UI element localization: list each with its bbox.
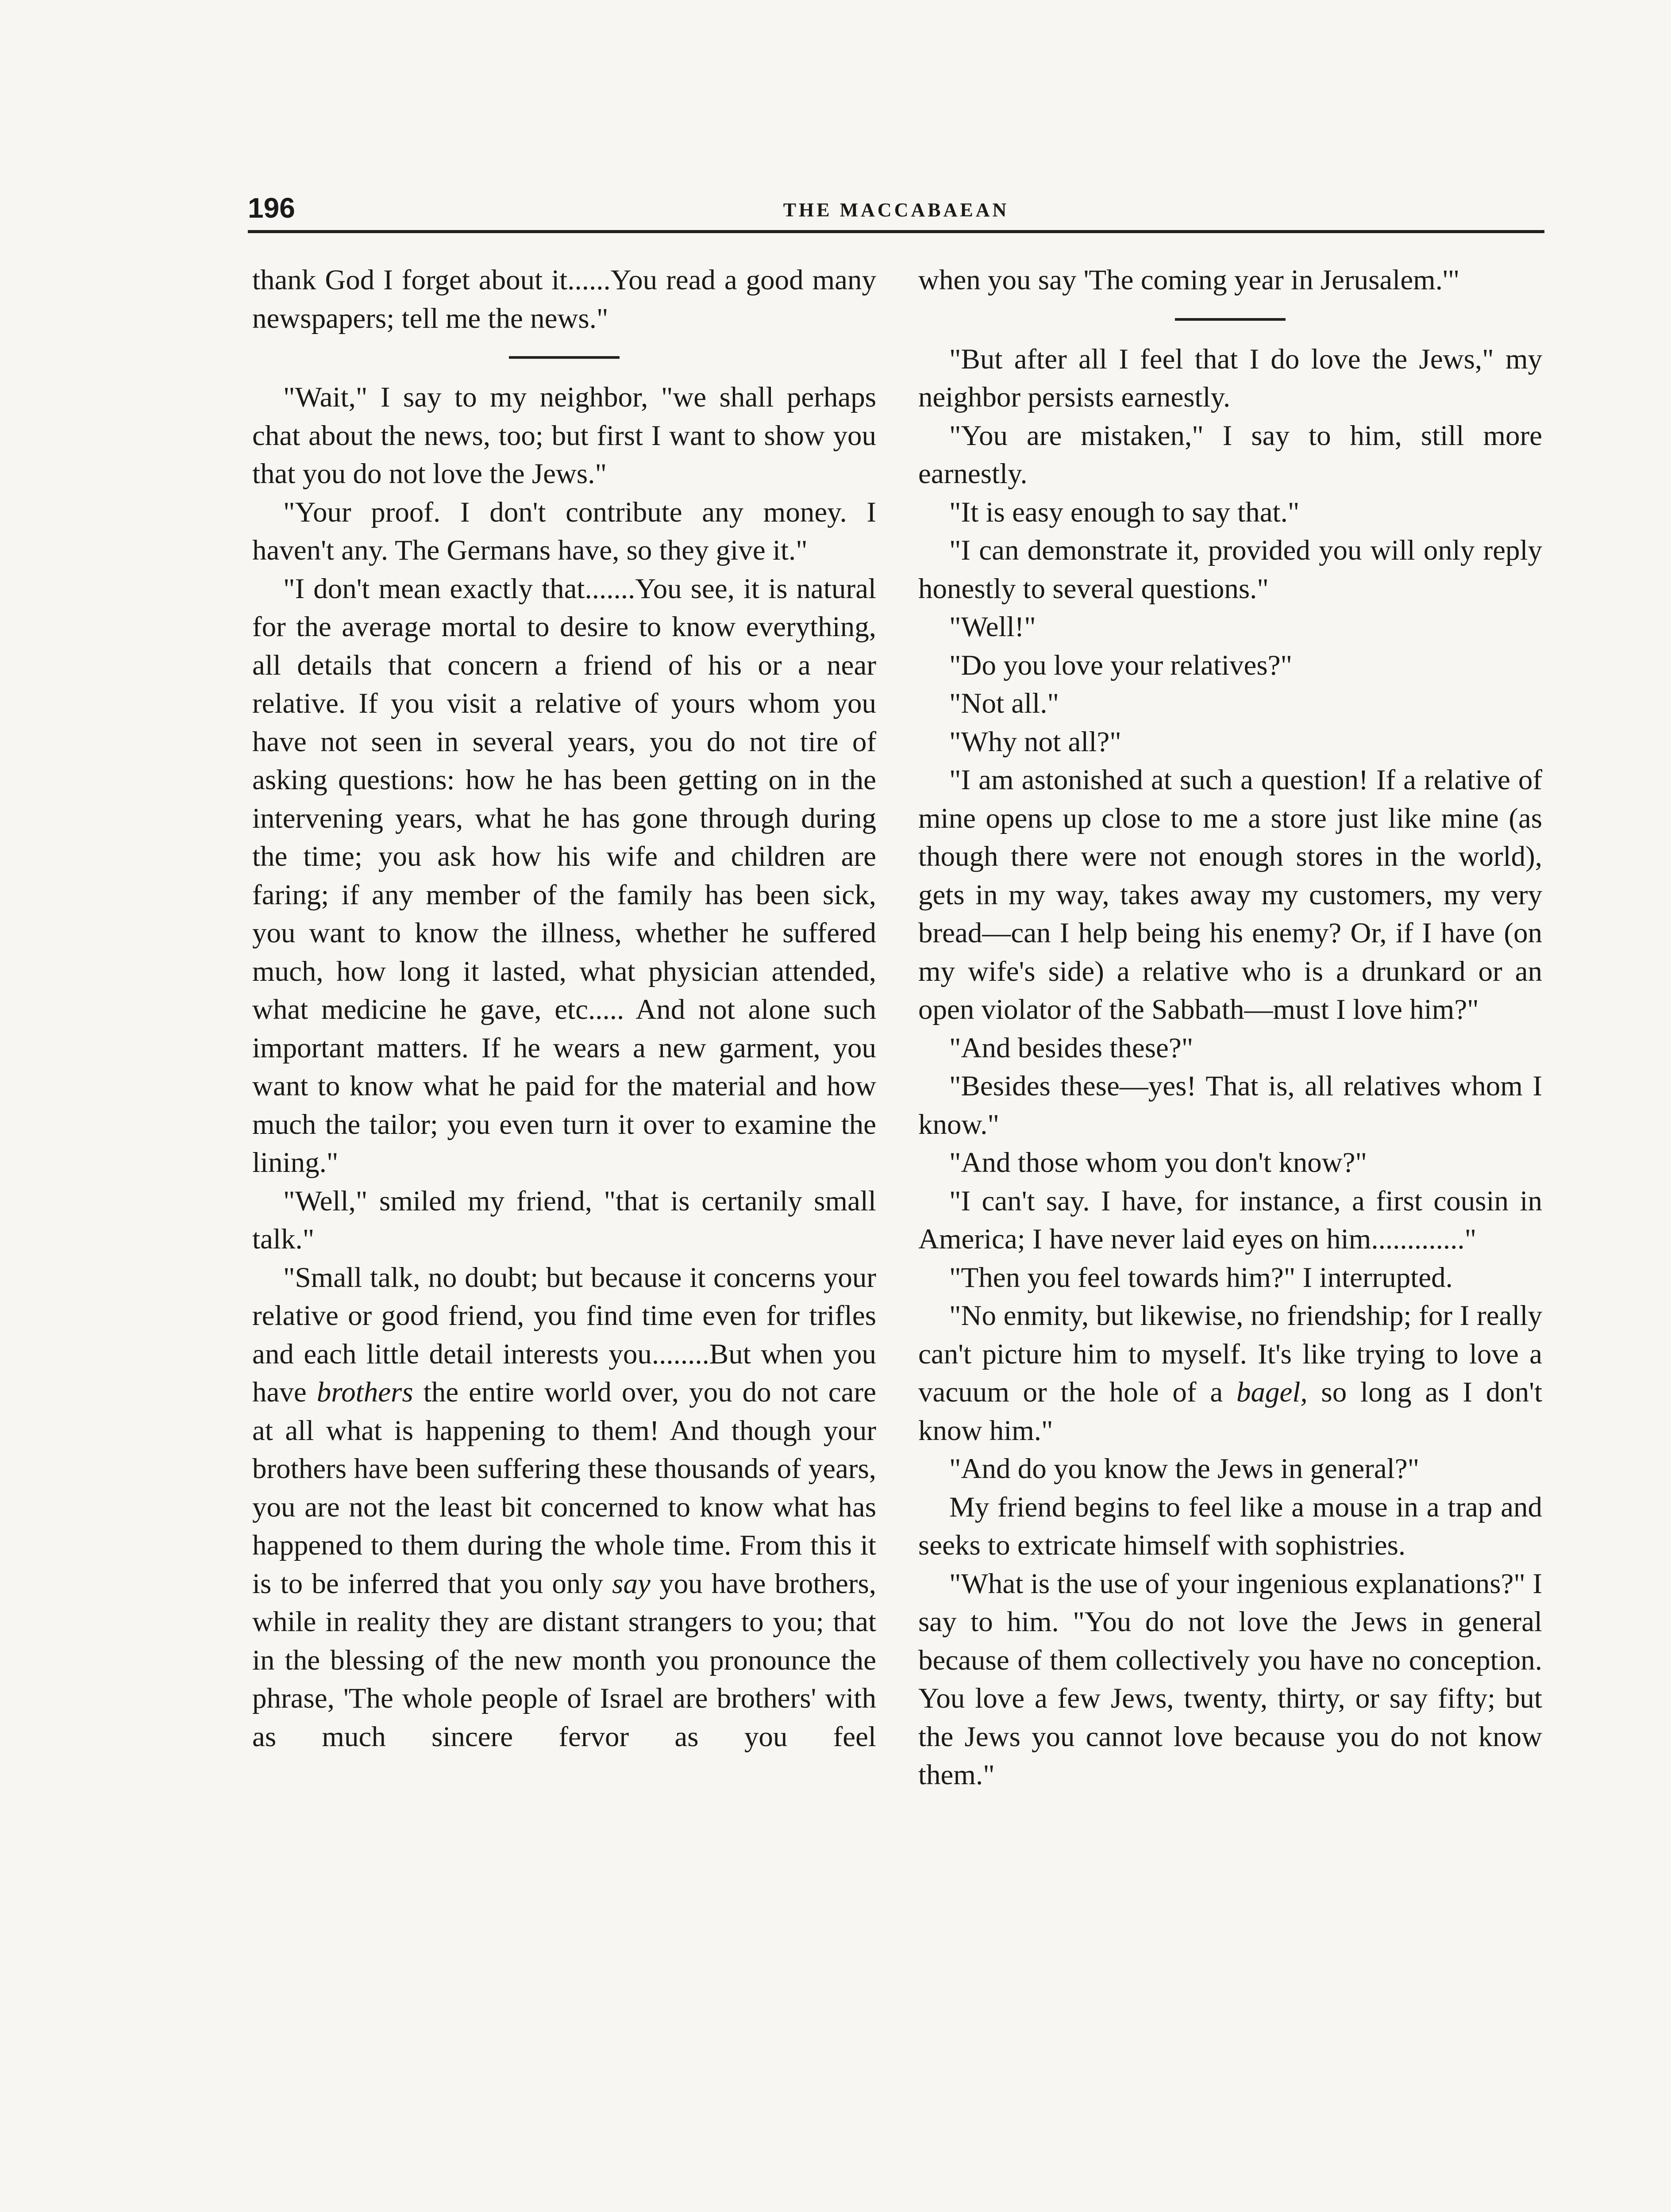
paragraph: "Your proof. I don't contribute any money. I haven't any. The Germans have, so they give it." bbox=[252, 496, 876, 566]
paragraph: "Do you love your relatives?" bbox=[949, 649, 1293, 681]
paragraph: thank God I forget about it......You read a good many newspapers; tell me the news." bbox=[252, 264, 876, 334]
paragraph bbox=[252, 1259, 876, 1756]
paragraph: "Well," smiled my friend, "that is certanily small talk." bbox=[252, 1185, 876, 1255]
paragraph: "And those whom you don't know?" bbox=[949, 1147, 1367, 1179]
running-title: THE MACCABAEAN bbox=[783, 199, 1009, 221]
paragraph: "Besides these—yes! That is, all relatives whom I know." bbox=[918, 1070, 1542, 1141]
paragraph: "I don't mean exactly that.......You see, it is natural for the average mortal to desire to know everything, all details that concern a friend of his or a near relative. If you visit a relative of yours whom you have not seen in several years, you do not tire of asking questions: how he has been getting on in the intervening years, what he has gone through during the time; you ask how his wife and children are faring; if any member of the family has been sick, you want to know the illness, whether he suffered much, how long it lasted, what physician attended, what medicine he gave, etc..... And not alone such important matters. If he wears a new garment, you want to know what he paid for the material and how much the tailor; you even turn it over to examine the lining." bbox=[252, 572, 876, 1179]
paragraph: "I am astonished at such a question! If a relative of mine opens up close to me a store just like mine (as though there were not enough stores in the world), gets in my way, takes away my customers, my very bread—can I help being his enemy? Or, if I have (on my wife's side) a relative who is a drunkard or an open violator of the Sabbath—must I love him?" bbox=[918, 764, 1542, 1025]
paragraph: "I can demonstrate it, provided you will only reply honestly to several questions." bbox=[918, 534, 1542, 605]
paragraph: "Not all." bbox=[949, 687, 1059, 719]
page-number: 196 bbox=[248, 192, 295, 224]
text-run: "No enmity, but likewise, no friendship; for I really can't picture him to myself. It's like trying to love a vacuum or the hole of a bbox=[918, 1300, 1542, 1408]
paragraph: "I can't say. I have, for instance, a first cousin in America; I have never laid eyes on him............." bbox=[918, 1185, 1542, 1255]
paragraph bbox=[918, 1297, 1542, 1450]
italic-text: say bbox=[612, 1567, 651, 1600]
paragraph: "What is the use of your ingenious explanations?" I say to him. "You do not love the Jews in general because of them collectively you have no conception. You love a few Jews, twenty, thirty, or say fifty; but the Jews you cannot love because you do not know them." bbox=[918, 1567, 1542, 1791]
left-column bbox=[252, 261, 876, 1756]
paragraph: My friend begins to feel like a mouse in a trap and seeks to extricate himself with sophistries. bbox=[918, 1491, 1542, 1561]
paragraph: "Why not all?" bbox=[949, 726, 1121, 758]
page-header bbox=[248, 190, 1544, 230]
paragraph: "But after all I feel that I do love the Jews," my neighbor persists earnestly. bbox=[918, 343, 1542, 413]
text-run: you have brothers, while in reality they are distant strangers to you; that in the blessing of the new month you pronounce the phrase, 'The whole people of Israel are brothers' with as much sincere fervor as you feel bbox=[252, 1567, 876, 1753]
header-rule bbox=[248, 230, 1544, 233]
paragraph: "And besides these?" bbox=[949, 1032, 1194, 1064]
paragraph: "Wait," I say to my neighbor, "we shall perhaps chat about the news, too; but first I want to show you that you do not love the Jews." bbox=[252, 381, 876, 490]
paragraph: "Then you feel towards him?" I interrupted. bbox=[949, 1261, 1453, 1294]
paragraph: "You are mistaken," I say to him, still more earnestly. bbox=[918, 419, 1542, 490]
paragraph: "And do you know the Jews in general?" bbox=[949, 1453, 1420, 1485]
italic-text: brothers bbox=[316, 1376, 413, 1408]
text-run: "Small talk, no doubt; but because it concerns your relative or good friend, you find time even for trifles and each little detail interests you........But when you have bbox=[252, 1261, 876, 1408]
paragraph: "It is easy enough to say that." bbox=[949, 496, 1300, 528]
paragraph: when you say 'The coming year in Jerusalem.'" bbox=[918, 264, 1460, 296]
section-divider bbox=[1175, 318, 1286, 321]
paragraph: "Well!" bbox=[949, 611, 1036, 643]
italic-text: bagel, bbox=[1236, 1376, 1308, 1408]
text-run: so long as I don't know him." bbox=[918, 1376, 1543, 1447]
text-run: the entire world over, you do not care at all what is happening to them! And though your brothers have been suffering these thousands of years, you are not the least bit concerned to know what has happened to them during the whole time. From this it is to be inferred that you only bbox=[252, 1376, 877, 1600]
section-divider bbox=[509, 356, 620, 359]
right-column bbox=[918, 261, 1542, 1794]
